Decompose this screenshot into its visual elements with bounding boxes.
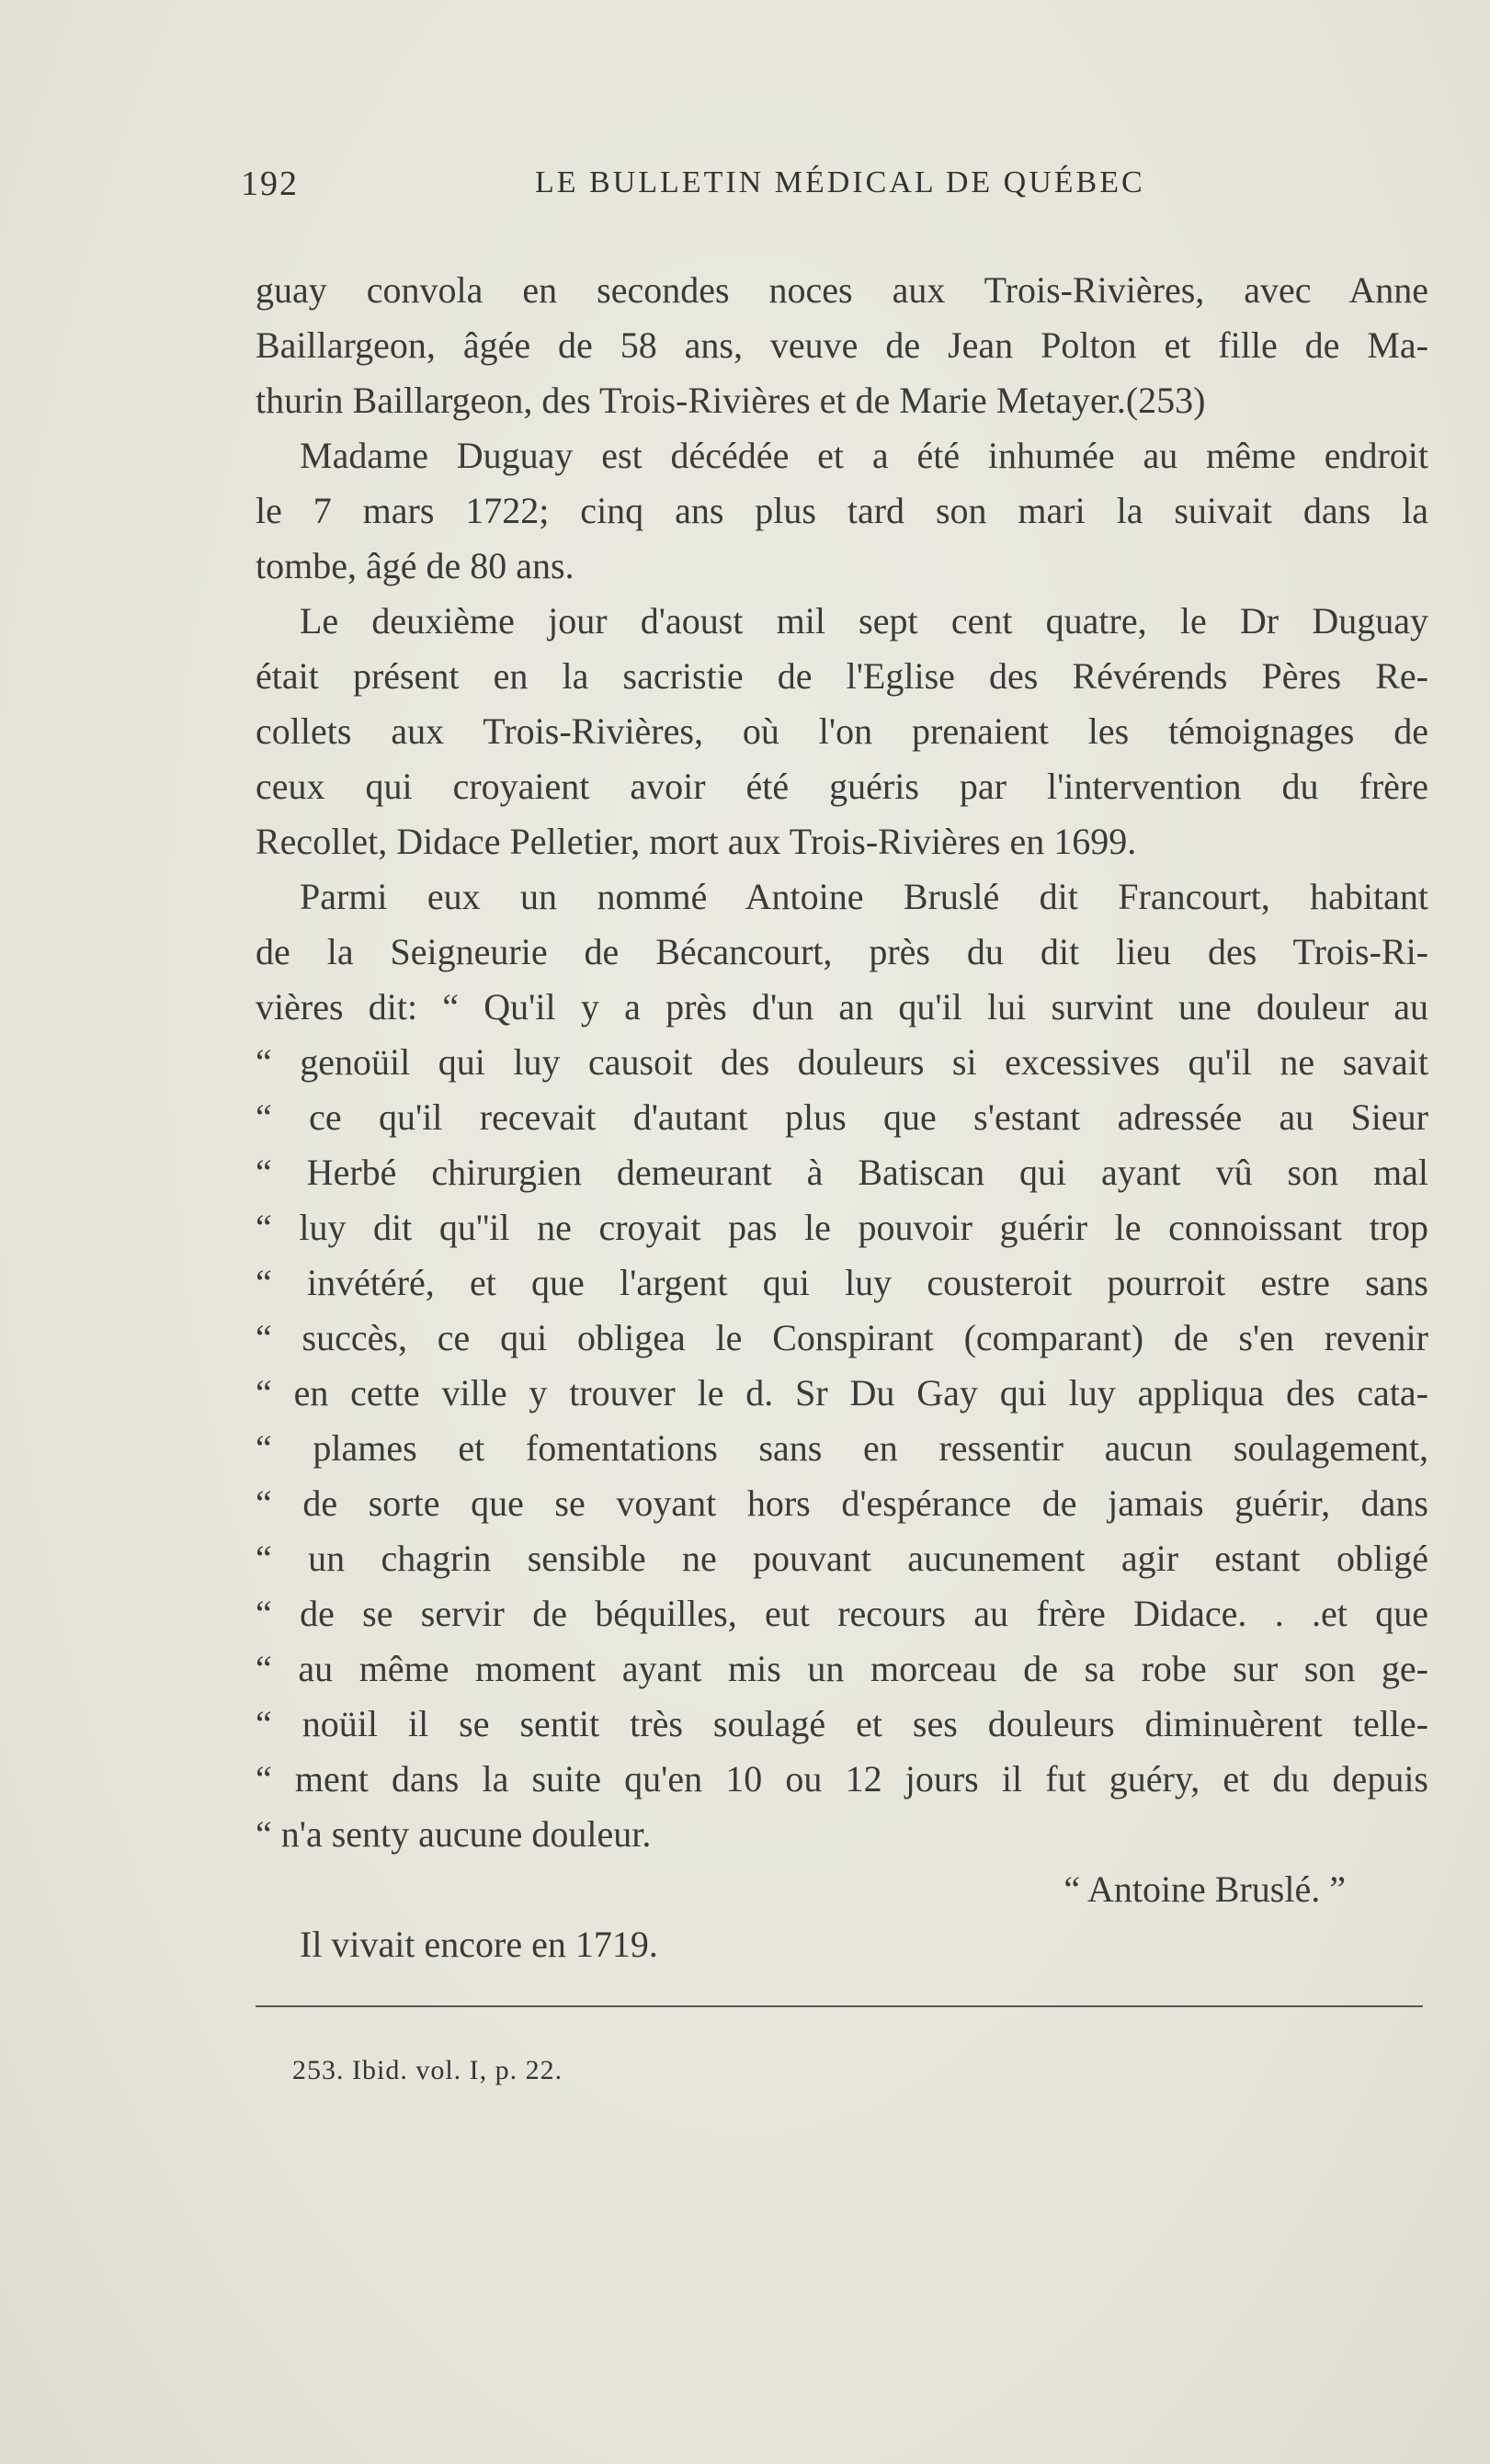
running-title: LE BULLETIN MÉDICAL DE QUÉBEC	[535, 165, 1145, 199]
text-line: Parmi eux un nommé Antoine Bruslé dit Francourt, habitant	[300, 876, 1428, 917]
text-line: le 7 mars 1722; cinq ans plus tard son mari la suivait dans la	[256, 490, 1428, 531]
text-line: “ succès, ce qui obligea le Conspirant (comparant) de s'en revenir	[256, 1317, 1428, 1358]
text-line: “ n'a senty aucune douleur.	[256, 1813, 652, 1855]
footnote-divider	[256, 2005, 1423, 2007]
page-header	[241, 164, 1160, 219]
text-line: “ en cette ville y trouver le d. Sr Du Gay qui luy appliqua des cata-	[256, 1372, 1428, 1414]
text-line: “ de sorte que se voyant hors d'espérance de jamais guérir, dans	[256, 1482, 1428, 1524]
text-line: Le deuxième jour d'aoust mil sept cent quatre, le Dr Duguay	[300, 600, 1428, 642]
text-line: “ luy dit qu''il ne croyait pas le pouvoir guérir le connoissant trop	[256, 1207, 1428, 1248]
text-line: ceux qui croyaient avoir été guéris par l'intervention du frère	[256, 766, 1428, 807]
closing-line: Il vivait encore en 1719.	[300, 1924, 658, 1965]
text-line: tombe, âgé de 80 ans.	[256, 545, 574, 586]
text-line: “ au même moment ayant mis un morceau de sa robe sur son ge-	[256, 1648, 1428, 1689]
text-line: thurin Baillargeon, des Trois-Rivières et de Marie Metayer.(253)	[256, 380, 1206, 421]
text-line: de la Seigneurie de Bécancourt, près du dit lieu des Trois-Ri-	[256, 931, 1428, 972]
text-line: “ invétéré, et que l'argent qui luy cousteroit pourroit estre sans	[256, 1262, 1428, 1303]
text-line: “ Herbé chirurgien demeurant à Batiscan qui ayant vû son mal	[256, 1152, 1428, 1193]
signature-line: “ Antoine Bruslé. ”	[1063, 1868, 1346, 1910]
text-line: Madame Duguay est décédée et a été inhumée au même endroit	[300, 435, 1428, 476]
text-line: Baillargeon, âgée de 58 ans, veuve de Jean Polton et fille de Ma-	[256, 324, 1428, 366]
text-line: “ noüil il se sentit très soulagé et ses douleurs diminuèrent telle-	[256, 1703, 1428, 1744]
text-line: “ un chagrin sensible ne pouvant aucunement agir estant obligé	[256, 1538, 1428, 1579]
text-line: collets aux Trois-Rivières, où l'on prenaient les témoignages de	[256, 710, 1428, 752]
text-line: Recollet, Didace Pelletier, mort aux Trois-Rivières en 1699.	[256, 821, 1137, 862]
text-line: vières dit: “ Qu'il y a près d'un an qu'il lui survint une douleur au	[256, 986, 1428, 1028]
text-line: était présent en la sacristie de l'Eglise des Révérends Pères Re-	[256, 655, 1428, 697]
text-line: “ ment dans la suite qu'en 10 ou 12 jours il fut guéry, et du depuis	[256, 1758, 1428, 1800]
footnote: 253. Ibid. vol. I, p. 22.	[292, 2055, 563, 2085]
body-text	[256, 263, 1428, 1972]
page-number: 192	[241, 165, 299, 203]
text-line: “ genoüil qui luy causoit des douleurs si excessives qu'il ne savait	[256, 1041, 1428, 1083]
text-line: “ plames et fomentations sans en ressentir aucun soulagement,	[256, 1427, 1428, 1469]
text-line: “ de se servir de béquilles, eut recours au frère Didace. . .et que	[256, 1593, 1428, 1634]
text-line: “ ce qu'il recevait d'autant plus que s'estant adressée au Sieur	[256, 1096, 1428, 1138]
text-line: guay convola en secondes noces aux Trois-Rivières, avec Anne	[256, 269, 1428, 311]
